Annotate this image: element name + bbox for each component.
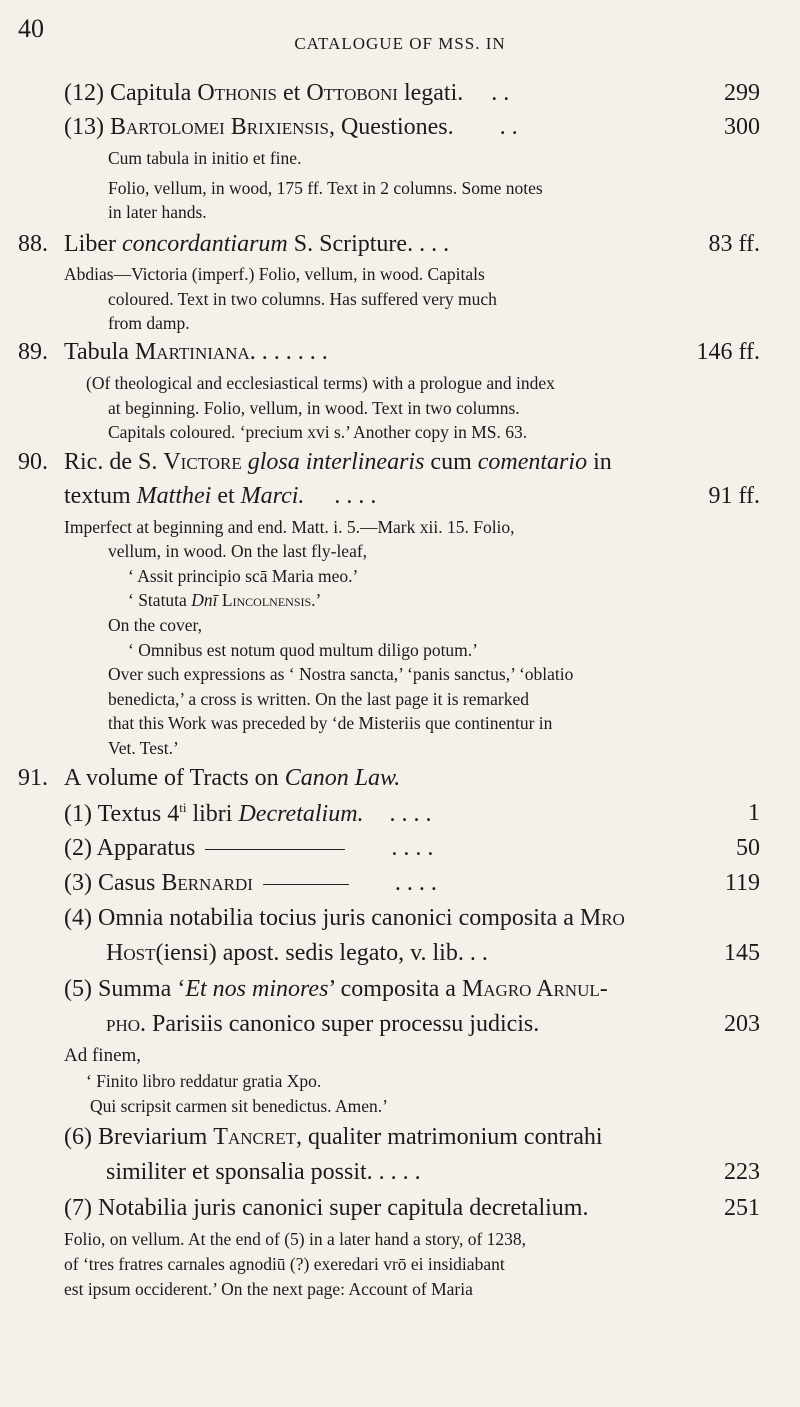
entry-13 xyxy=(64,114,518,141)
note: Abdias—Victoria (imperf.) Folio, vellum, in wood. Capitals xyxy=(64,264,485,284)
note: Ad finem, xyxy=(64,1045,142,1066)
tract-name: pho xyxy=(106,1011,141,1037)
entry-13-number: (13) xyxy=(64,114,104,140)
entry-91-text: A volume of Tracts on xyxy=(64,765,285,791)
entry-90-page: 91 ff. xyxy=(708,483,760,509)
tract-number: (5) xyxy=(64,976,92,1002)
entry-88-number: 88. xyxy=(18,231,48,257)
note: Imperfect at beginning and end. Matt. i. 5.—Mark xii. 15. Folio, xyxy=(64,517,515,537)
note: that this Work was preceded by ‘de Misteriis que continentur in xyxy=(108,713,553,733)
entry-90-text-e: et xyxy=(211,483,241,509)
quote-name: Lincolnensis xyxy=(217,590,312,610)
tract-7-page: 251 xyxy=(724,1195,760,1221)
tract-name: Tancret xyxy=(213,1124,296,1150)
tract-text: Notabilia juris canonici super capitula decretalium. xyxy=(97,1195,589,1221)
entry-12-name2: Ottoboni xyxy=(306,80,398,106)
note: benedicta,’ a cross is written. On the last page it is remarked xyxy=(108,689,529,709)
note: Capitals coloured. ‘precium xvi s.’ Another copy in MS. 63. xyxy=(108,422,528,442)
entry-90-italic-3: Matthei xyxy=(136,483,212,509)
entry-12-dots: . . xyxy=(491,80,510,106)
entry-89-page: 146 ff. xyxy=(696,339,760,365)
tract-number: (6) xyxy=(64,1124,92,1150)
tract-number: (4) xyxy=(64,905,92,931)
tract-5-line2 xyxy=(106,1011,539,1038)
entry-12-name1: Othonis xyxy=(197,80,277,106)
note: Over such expressions as ‘ Nostra sancta,’ ‘panis sanctus,’ ‘oblatio xyxy=(108,664,574,684)
tract-text: Apparatus xyxy=(96,835,196,861)
entry-12-number: (12) xyxy=(64,80,104,106)
tract-4-page: 145 xyxy=(724,940,760,966)
tract-number: (3) xyxy=(64,870,92,896)
tract-text: Textus 4 xyxy=(97,801,180,827)
tract-text: Breviarium xyxy=(97,1124,214,1150)
entry-90-title xyxy=(64,449,612,476)
tract-5-page: 203 xyxy=(724,1011,760,1037)
tract-text: (iensi) apost. sedis legato, v. lib. . . xyxy=(155,940,488,966)
ditto-rule xyxy=(263,884,349,885)
tract-2 xyxy=(64,835,433,862)
entry-88-text: Liber xyxy=(64,231,122,257)
note: at beginning. Folio, vellum, in wood. Text in two columns. xyxy=(108,398,520,418)
note: coloured. Text in two columns. Has suffered very much xyxy=(108,289,497,309)
tract-1 xyxy=(64,800,432,828)
tract-name: Mro xyxy=(579,905,625,931)
note: (Of theological and ecclesiastical terms) with a prologue and index xyxy=(86,373,555,393)
note: vellum, in wood. On the last fly-leaf, xyxy=(108,541,368,561)
note: Folio, on vellum. At the end of (5) in a later hand a story, of 1238, xyxy=(64,1229,527,1249)
entry-13-name: Bartolomei Brixiensis xyxy=(109,114,329,140)
quote-text: ‘ Statuta xyxy=(128,590,192,610)
entry-89-number: 89. xyxy=(18,339,48,365)
tract-5 xyxy=(64,976,608,1003)
tract-text-b: , qualiter matrimonium contrahi xyxy=(295,1124,603,1150)
tract-6-line2: similiter et sponsalia possit. . . . . xyxy=(106,1159,421,1185)
tract-text: Omnia notabilia tocius juris canonici composita a xyxy=(97,905,580,931)
tract-1-page: 1 xyxy=(748,800,760,826)
tract-number: (7) xyxy=(64,1195,92,1221)
entry-90-italic-4: Marci. xyxy=(240,483,305,509)
entry-12-text: Capitula xyxy=(109,80,198,106)
note: from damp. xyxy=(108,313,190,333)
entry-89-dots: . . . . . . . xyxy=(249,339,328,365)
entry-90-italic-2: comentario xyxy=(477,449,588,475)
tract-dots: . . . . xyxy=(394,870,437,896)
quote-end: .’ xyxy=(311,590,322,610)
entry-88-page: 83 ff. xyxy=(708,231,760,257)
note: Folio, vellum, in wood, 175 ff. Text in 2 columns. Some notes xyxy=(108,178,543,198)
note: in later hands. xyxy=(108,202,207,222)
entry-12-page: 299 xyxy=(724,80,760,106)
tract-3-page: 119 xyxy=(724,870,760,896)
quote: ‘ Assit principio scā Maria meo.’ xyxy=(128,566,359,586)
entry-91-italic: Canon Law. xyxy=(284,765,401,791)
quote: ‘ Omnibus est notum quod multum diligo potum.’ xyxy=(128,640,478,660)
entry-12-text-b: et xyxy=(276,80,307,106)
entry-89-name: Martiniana xyxy=(134,339,250,365)
tract-4 xyxy=(64,905,625,932)
entry-91-title xyxy=(64,765,400,792)
tract-dots: . . . . xyxy=(391,835,434,861)
tract-2-page: 50 xyxy=(736,835,760,861)
entry-90-text: Ric. de S. xyxy=(64,449,164,475)
entry-88-title xyxy=(64,231,449,258)
tract-text: Casus xyxy=(97,870,162,896)
tract-italic: Decretalium. xyxy=(238,801,364,827)
entry-12 xyxy=(64,80,509,107)
tract-7 xyxy=(64,1195,588,1222)
note: of ‘tres fratres carnales agnodiū (?) exeredari vrō ei insidiabant xyxy=(64,1254,505,1274)
tract-6-page: 223 xyxy=(724,1159,760,1185)
tract-sup: ti xyxy=(179,800,187,815)
tract-text: . Parisiis canonico super processu judicis. xyxy=(140,1011,540,1037)
quote: Qui scripsit carmen sit benedictus. Amen.’ xyxy=(90,1096,388,1116)
entry-90-text-d: textum xyxy=(64,483,137,509)
tract-text-b: libri xyxy=(186,801,239,827)
tract-3 xyxy=(64,870,437,897)
tract-text: Summa ‘ xyxy=(97,976,186,1002)
entry-13-text: , Questiones. xyxy=(328,114,454,140)
entry-13-page: 300 xyxy=(724,114,760,140)
running-title: CATALOGUE OF MSS. IN xyxy=(294,34,506,53)
note: Cum tabula in initio et fine. xyxy=(108,148,302,168)
entry-89-title xyxy=(64,339,328,366)
entry-12-text-c: legati. xyxy=(397,80,464,106)
tract-4-line2 xyxy=(106,940,488,967)
tract-number: (1) xyxy=(64,801,92,827)
quote xyxy=(128,590,321,611)
entry-90-name: Victore xyxy=(163,449,242,475)
tract-text-b: ’ composita a xyxy=(328,976,462,1002)
quote: ‘ Finito libro reddatur gratia Xpo. xyxy=(86,1071,322,1091)
tract-number: (2) xyxy=(64,835,92,861)
entry-90-text-c: in xyxy=(587,449,612,475)
entry-89-text: Tabula xyxy=(64,339,135,365)
entry-88-italic: concordantiarum xyxy=(121,231,288,257)
note: Vet. Test.’ xyxy=(108,738,179,758)
entry-91-number: 91. xyxy=(18,765,48,791)
tract-name: Magro Arnul- xyxy=(461,976,608,1002)
tract-name: Host xyxy=(106,940,156,966)
entry-88-text-b: S. Scripture. . . . xyxy=(287,231,450,257)
entry-90-title-line2 xyxy=(64,483,376,510)
tract-italic: Et nos minores xyxy=(185,976,329,1002)
note: est ipsum occiderent.’ On the next page: Account of Maria xyxy=(64,1279,473,1299)
ditto-rule xyxy=(205,849,345,850)
entry-90-italic: glosa interlinearis xyxy=(241,449,425,475)
tract-name: Bernardi xyxy=(161,870,253,896)
note: On the cover, xyxy=(108,615,203,635)
entry-90-number: 90. xyxy=(18,449,48,475)
entry-90-text-b: cum xyxy=(424,449,478,475)
tract-6 xyxy=(64,1124,603,1151)
tract-dots: . . . . xyxy=(389,801,432,827)
quote-italic: Dnī xyxy=(191,590,218,610)
entry-90-dots: . . . . xyxy=(334,483,377,509)
entry-13-dots: . . xyxy=(499,114,518,140)
page-number: 40 xyxy=(18,14,44,43)
